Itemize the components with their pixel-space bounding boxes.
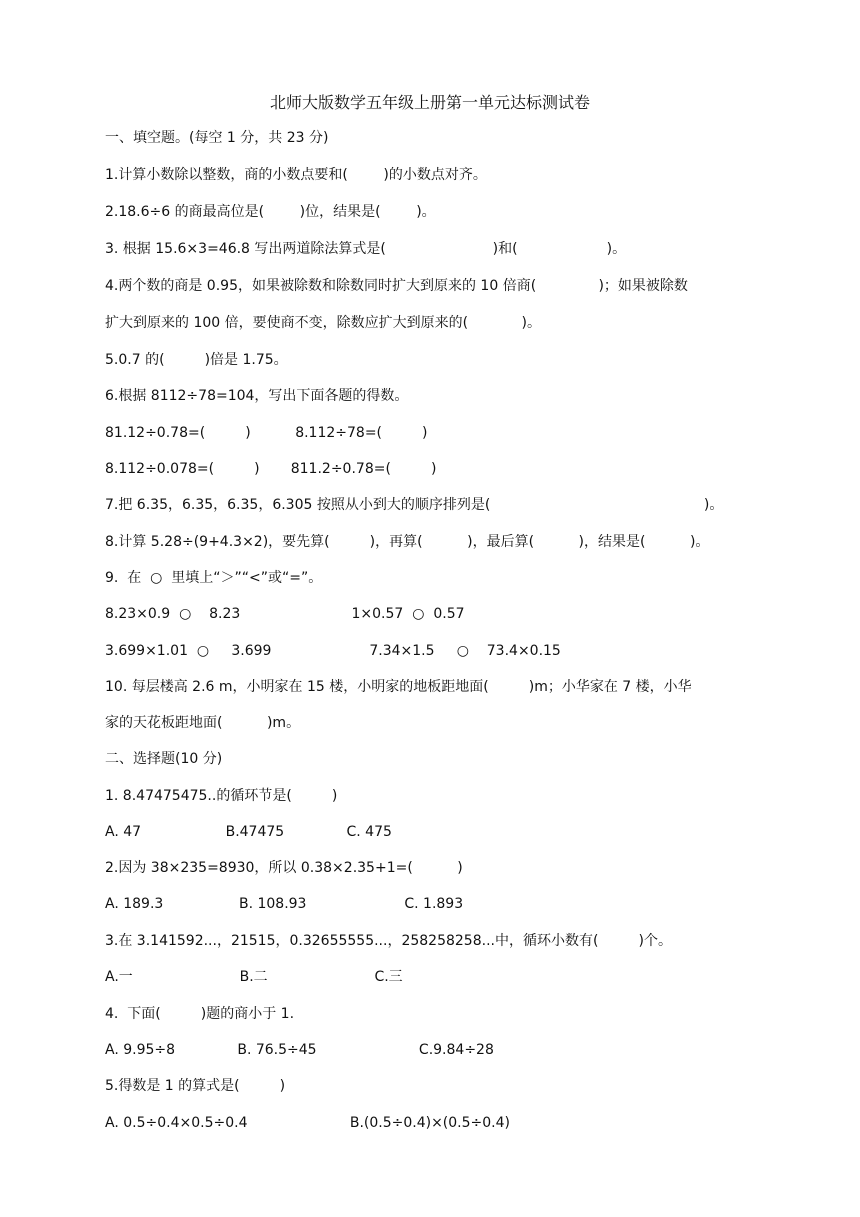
document-title: 北师大版数学五年级上册第一单元达标测试卷 <box>269 93 590 112</box>
text-line: A. 189.3 B. 108.93 C. 1.893 <box>105 896 464 912</box>
text-line: 9. 在 ○ 里填上“＞”“<”或“=”。 <box>105 570 323 586</box>
text-line: A. 9.95÷8 B. 76.5÷45 C.9.84÷28 <box>105 1042 494 1058</box>
text-line: 6.根据 8112÷78=104，写出下面各题的得数。 <box>105 388 409 404</box>
text-line: 家的天花板距地面( )m。 <box>105 715 301 731</box>
text-line: 一、填空题。(每空 1 分，共 23 分) <box>105 130 329 146</box>
text-line: 扩大到原来的 100 倍，要使商不变，除数应扩大到原来的( )。 <box>105 315 541 331</box>
text-line: 7.把 6.35，6.35，6.35，6.305 按照从小到大的顺序排列是( )。 <box>105 497 724 513</box>
text-line: 4. 下面( )题的商小于 1. <box>105 1006 295 1022</box>
text-line: A. 47 B.47475 C. 475 <box>105 824 392 840</box>
text-line: 1. 8.47475475..的循环节是( ) <box>105 788 338 804</box>
text-line: 8.计算 5.28÷(9+4.3×2)，要先算( )，再算( )，最后算( )，结果是( )。 <box>105 534 710 550</box>
text-line: 二、选择题(10 分) <box>105 751 223 767</box>
text-line: 5.0.7 的( )倍是 1.75。 <box>105 352 288 368</box>
text-line: A.一 B.二 C.三 <box>105 969 403 985</box>
text-line: 10. 每层楼高 2.6 m，小明家在 15 楼，小明家的地板距地面( )m；小华家在 7 楼，小华 <box>105 679 692 695</box>
text-line: 3.699×1.01 ○ 3.699 7.34×1.5 ○ 73.4×0.15 <box>105 643 561 659</box>
text-line: 8.112÷0.078=( ) 811.2÷0.78=( ) <box>105 461 437 477</box>
text-line: 3. 根据 15.6×3=46.8 写出两道除法算式是( )和( )。 <box>105 241 627 257</box>
text-line: 1.计算小数除以整数，商的小数点要和( )的小数点对齐。 <box>105 167 487 183</box>
text-line: 3.在 3.141592...，21515，0.32655555...，258258258...中，循环小数有( )个。 <box>105 933 672 949</box>
text-line: 4.两个数的商是 0.95，如果被除数和除数同时扩大到原来的 10 倍商( )；如果被除数 <box>105 278 688 294</box>
text-line: 2.因为 38×235=8930，所以 0.38×2.35+1=( ) <box>105 860 463 876</box>
text-line: A. 0.5÷0.4×0.5÷0.4 B.(0.5÷0.4)×(0.5÷0.4) <box>105 1115 510 1131</box>
text-line: 8.23×0.9 ○ 8.23 1×0.57 ○ 0.57 <box>105 606 465 622</box>
text-line: 2.18.6÷6 的商最高位是( )位，结果是( )。 <box>105 204 436 220</box>
text-line: 81.12÷0.78=( ) 8.112÷78=( ) <box>105 425 428 441</box>
text-line: 5.得数是 1 的算式是( ) <box>105 1078 286 1094</box>
